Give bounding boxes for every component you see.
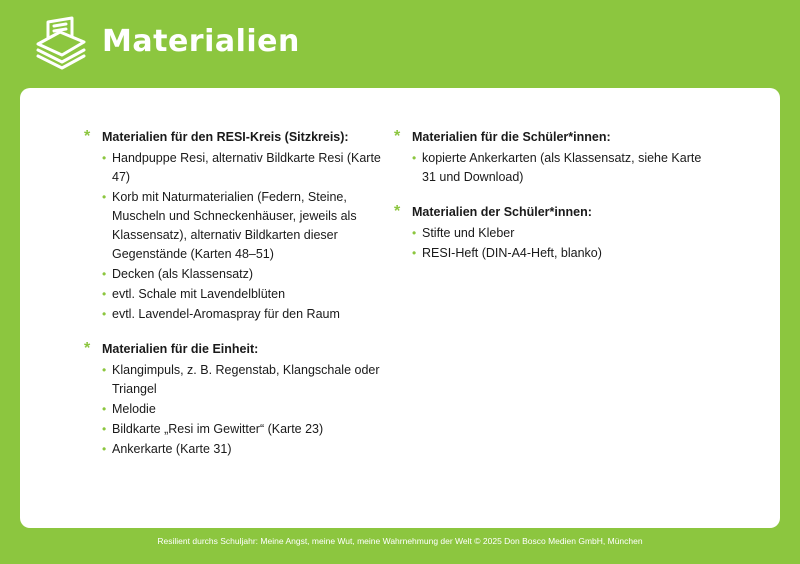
asterisk-icon: *: [394, 128, 401, 145]
bullet-icon: •: [102, 442, 107, 456]
list-item-text: Melodie: [112, 402, 156, 416]
list-item-text: kopierte Ankerkarten (als Klassensatz, siehe Karte 31 und Download): [422, 151, 702, 184]
bullet-icon: •: [102, 267, 107, 281]
materials-list: [412, 149, 712, 187]
list-item: [102, 265, 402, 284]
list-item: [412, 244, 712, 263]
page-header: [0, 0, 800, 88]
list-item-text: Korb mit Naturmaterialien (Federn, Steine, Muscheln und Schneckenhäuser, jeweils als Klassensatz), alternativ Bildkarten dieser Gegenstände (Karten 48–51): [112, 190, 357, 261]
bullet-icon: •: [102, 151, 107, 165]
materials-list: [102, 149, 402, 324]
page-title: Materialien: [102, 24, 300, 59]
list-item: [102, 149, 402, 187]
bullet-icon: •: [102, 363, 107, 377]
list-item: [102, 400, 402, 419]
list-item: [102, 188, 402, 264]
left-column: [84, 128, 402, 475]
section-heading: [84, 340, 402, 358]
asterisk-icon: *: [84, 340, 91, 357]
bullet-icon: •: [412, 246, 417, 260]
bullet-icon: •: [412, 226, 417, 240]
list-item: [412, 149, 712, 187]
section-heading-text: Materialien für die Einheit:: [102, 342, 259, 356]
bullet-icon: •: [102, 402, 107, 416]
section-heading-text: Materialien der Schüler*innen:: [412, 205, 592, 219]
section-heading-text: Materialien für den RESI-Kreis (Sitzkreis):: [102, 130, 349, 144]
list-item: [412, 224, 712, 243]
list-item: [102, 440, 402, 459]
list-item-text: Bildkarte „Resi im Gewitter“ (Karte 23): [112, 422, 324, 436]
list-item-text: evtl. Lavendel-Aromaspray für den Raum: [112, 307, 340, 321]
list-item-text: Decken (als Klassensatz): [112, 267, 254, 281]
stacked-papers-icon: [32, 14, 90, 72]
bullet-icon: •: [102, 307, 107, 321]
section-heading: [84, 128, 402, 146]
materials-section: [394, 203, 712, 263]
asterisk-icon: *: [394, 203, 401, 220]
list-item-text: Ankerkarte (Karte 31): [112, 442, 232, 456]
list-item-text: RESI-Heft (DIN-A4-Heft, blanko): [422, 246, 602, 260]
bullet-icon: •: [412, 151, 417, 165]
materials-section: [394, 128, 712, 187]
section-heading-text: Materialien für die Schüler*innen:: [412, 130, 611, 144]
footer-copyright: Resilient durchs Schuljahr: Meine Angst, meine Wut, meine Wahrnehmung der Welt © 2025 Don Bosco Medien GmbH, München: [157, 536, 643, 546]
materials-section: [84, 340, 402, 459]
bullet-icon: •: [102, 190, 107, 204]
section-heading: [394, 128, 712, 146]
materials-section: [84, 128, 402, 324]
list-item: [102, 305, 402, 324]
right-column: [394, 128, 712, 279]
list-item-text: Stifte und Kleber: [422, 226, 515, 240]
list-item: [102, 420, 402, 439]
list-item-text: Handpuppe Resi, alternativ Bildkarte Resi (Karte 47): [112, 151, 381, 184]
bullet-icon: •: [102, 422, 107, 436]
list-item: [102, 361, 402, 399]
bullet-icon: •: [102, 287, 107, 301]
list-item-text: Klangimpuls, z. B. Regenstab, Klangschale oder Triangel: [112, 363, 380, 396]
asterisk-icon: *: [84, 128, 91, 145]
list-item-text: evtl. Schale mit Lavendelblüten: [112, 287, 286, 301]
materials-card: [20, 88, 780, 528]
materials-list: [412, 224, 712, 263]
list-item: [102, 285, 402, 304]
section-heading: [394, 203, 712, 221]
materials-list: [102, 361, 402, 459]
